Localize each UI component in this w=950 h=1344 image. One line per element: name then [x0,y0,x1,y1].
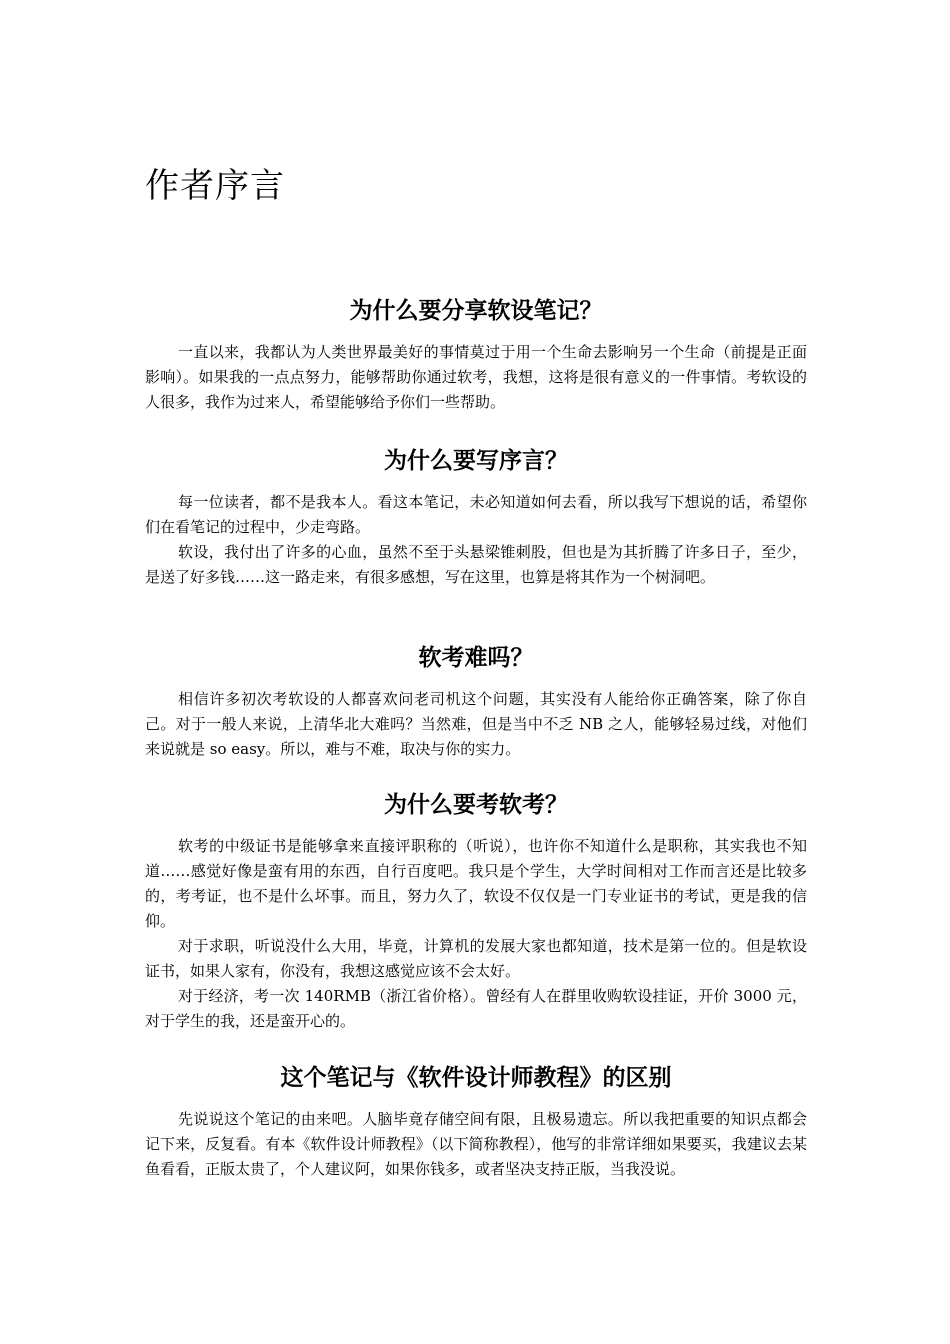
paragraph: 每一位读者，都不是我本人。看这本笔记，未必知道如何去看，所以我写下想说的话，希望你们在看笔记的过程中，少走弯路。 [145,493,807,536]
section-why-share [145,296,807,415]
section-difference [145,1063,807,1182]
paragraph: 一直以来，我都认为人类世界最美好的事情莫过于用一个生命去影响另一个生命（前提是正面影响）。如果我的一点点努力，能够帮助你通过软考，我想，这将是很有意义的一件事情。考软设的人很多，我作为过来人，希望能够给予你们一些帮助。 [145,343,807,411]
paragraph: 先说说这个笔记的由来吧。人脑毕竟存储空间有限，且极易遗忘。所以我把重要的知识点都会记下来，反复看。有本《软件设计师教程》（以下简称教程），他写的非常详细如果要买，我建议去某鱼看看，正版太贵了，个人建议阿，如果你钱多，或者坚决支持正版，当我没说。 [145,1110,807,1178]
paragraph: 相信许多初次考软设的人都喜欢问老司机这个问题，其实没有人能给你正确答案，除了你自己。对于一般人来说，上清华北大难吗？当然难，但是当中不乏 NB 之人，能够轻易过线，对他们来说就是 so easy。所以，难与不难，取决与你的实力。 [145,690,807,758]
paragraph: 软设，我付出了许多的心血，虽然不至于头悬梁锥刺股，但也是为其折腾了许多日子，至少，是送了好多钱……这一路走来，有很多感想，写在这里，也算是将其作为一个树洞吧。 [145,543,807,586]
section-is-it-hard [145,643,807,762]
section-heading: 这个笔记与《软件设计师教程》的区别 [280,1065,672,1091]
paragraph: 软考的中级证书是能够拿来直接评职称的（听说），也许你不知道什么是职称，其实我也不知道……感觉好像是蛮有用的东西，自行百度吧。我只是个学生，大学时间相对工作而言还是比较多的，考考证，也不是什么坏事。而且，努力久了，软设不仅仅是一门专业证书的考试，更是我的信仰。 [145,837,807,930]
section-heading: 为什么要考软考？ [384,792,568,818]
section-heading: 软考难吗？ [418,645,534,671]
section-why-take-exam [145,790,807,1034]
section-why-preface [145,446,807,590]
section-heading: 为什么要分享软设笔记？ [349,298,603,324]
paragraph: 对于求职，听说没什么大用，毕竟，计算机的发展大家也都知道，技术是第一位的。但是软设证书，如果人家有，你没有，我想这感觉应该不会太好。 [145,937,807,980]
paragraph: 对于经济，考一次 140RMB（浙江省价格）。曾经有人在群里收购软设挂证，开价 3000 元，对于学生的我，还是蛮开心的。 [145,987,807,1030]
section-heading: 为什么要写序言？ [384,448,568,474]
page-title: 作者序言 [145,166,285,206]
